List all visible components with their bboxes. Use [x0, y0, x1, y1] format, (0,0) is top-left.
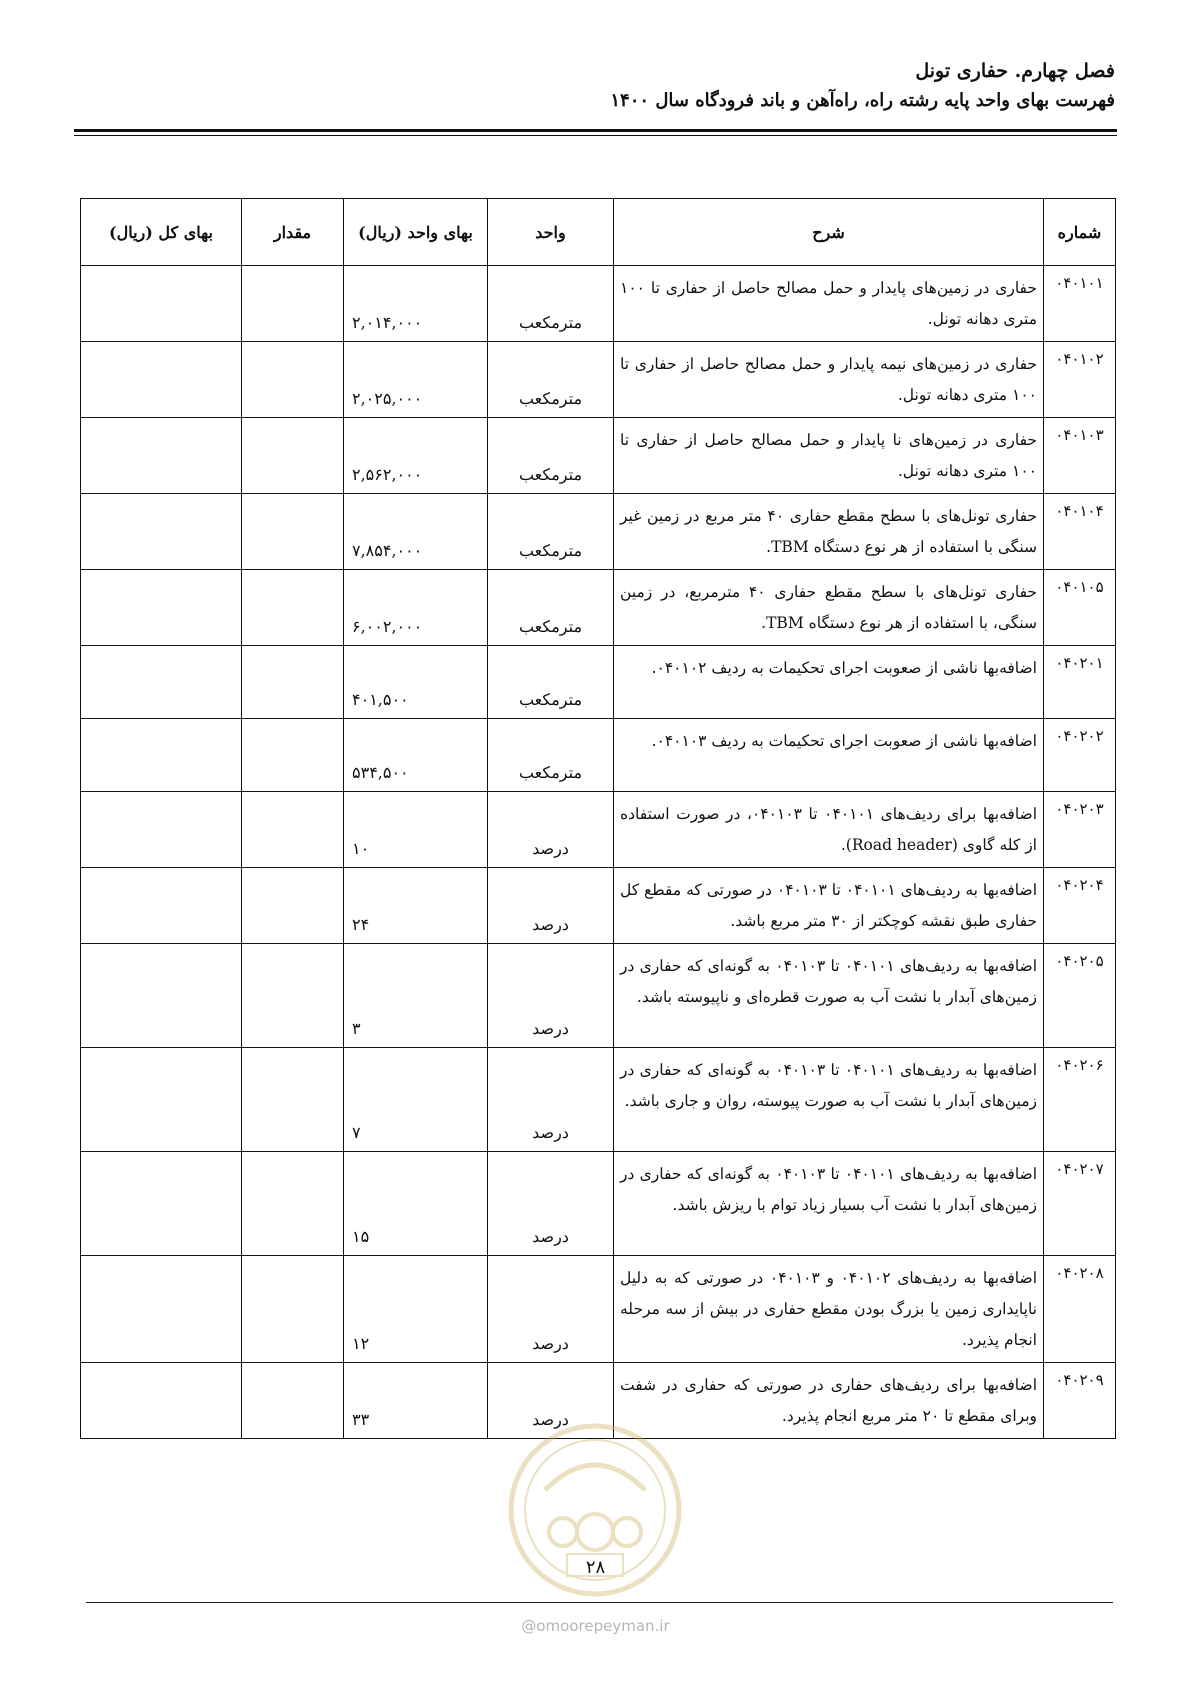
table-row — [81, 342, 1116, 418]
column-header-unit-price: بهای واحد (ریال) — [344, 199, 488, 266]
row-unit: مترمکعب — [488, 719, 614, 792]
row-description: اضافه‌بها به ردیف‌های ۰۴۰۱۰۲ و ۰۴۰۱۰۳ در صورتی که به دلیل ناپایداری زمین یا بزرگ بودن مقطع حفاری در بیش از سه مرحله انجام پذیرد. — [614, 1256, 1044, 1363]
row-unit: مترمکعب — [488, 494, 614, 570]
page-number: ۲۸ — [585, 1557, 606, 1578]
row-code: ۰۴۰۲۰۵ — [1044, 944, 1116, 1048]
chapter-title: فصل چهارم. حفاری تونل — [915, 60, 1115, 82]
row-quantity — [242, 1363, 344, 1439]
row-total — [81, 1363, 242, 1439]
row-description: اضافه‌بها ناشی از صعوبت اجرای تحکیمات به ردیف ۰۴۰۱۰۲. — [614, 646, 1044, 719]
row-code: ۰۴۰۲۰۶ — [1044, 1048, 1116, 1152]
table-row — [81, 570, 1116, 646]
column-header-unit: واحد — [488, 199, 614, 266]
row-unit: درصد — [488, 1152, 614, 1256]
row-quantity — [242, 646, 344, 719]
page-header — [76, 56, 1115, 116]
row-unit-price: ۲,۵۶۲,۰۰۰ — [344, 418, 488, 494]
table-row — [81, 418, 1116, 494]
row-unit-price: ۳۳ — [344, 1363, 488, 1439]
row-code: ۰۴۰۱۰۲ — [1044, 342, 1116, 418]
row-code: ۰۴۰۲۰۱ — [1044, 646, 1116, 719]
row-quantity — [242, 719, 344, 792]
table-row — [81, 792, 1116, 868]
row-unit-price: ۴۰۱,۵۰۰ — [344, 646, 488, 719]
row-quantity — [242, 1152, 344, 1256]
row-code: ۰۴۰۲۰۹ — [1044, 1363, 1116, 1439]
row-total — [81, 792, 242, 868]
row-total — [81, 418, 242, 494]
row-code: ۰۴۰۱۰۵ — [1044, 570, 1116, 646]
row-code: ۰۴۰۱۰۴ — [1044, 494, 1116, 570]
row-unit-price: ۱۲ — [344, 1256, 488, 1363]
table-row — [81, 868, 1116, 944]
row-unit: مترمکعب — [488, 342, 614, 418]
column-header-description: شرح — [614, 199, 1044, 266]
row-code: ۰۴۰۲۰۴ — [1044, 868, 1116, 944]
row-code: ۰۴۰۲۰۳ — [1044, 792, 1116, 868]
table-row — [81, 719, 1116, 792]
footer-rule — [86, 1602, 1113, 1603]
row-code: ۰۴۰۲۰۷ — [1044, 1152, 1116, 1256]
column-header-quantity: مقدار — [242, 199, 344, 266]
row-total — [81, 868, 242, 944]
row-unit-price: ۷,۸۵۴,۰۰۰ — [344, 494, 488, 570]
row-unit: درصد — [488, 1048, 614, 1152]
table-row — [81, 1256, 1116, 1363]
row-unit-price: ۲,۰۱۴,۰۰۰ — [344, 266, 488, 342]
table-row — [81, 1152, 1116, 1256]
row-total — [81, 1048, 242, 1152]
row-unit: درصد — [488, 1363, 614, 1439]
row-unit: مترمکعب — [488, 266, 614, 342]
table-row — [81, 266, 1116, 342]
row-description: اضافه‌بها برای ردیف‌های حفاری در صورتی که حفاری در شفت وبرای مقطع تا ۲۰ متر مربع انجام پذیرد. — [614, 1363, 1044, 1439]
site-watermark-text: @omoorepeyman.ir — [521, 1617, 670, 1635]
row-description: حفاری تونل‌های با سطح مقطع حفاری ۴۰ مترمربع، در زمین سنگی، با استفاده از هر نوع دستگاه TBM. — [614, 570, 1044, 646]
table-row — [81, 1048, 1116, 1152]
table-row — [81, 944, 1116, 1048]
row-code: ۰۴۰۲۰۸ — [1044, 1256, 1116, 1363]
row-description: حفاری تونل‌های با سطح مقطع حفاری ۴۰ متر مربع در زمین غیر سنگی با استفاده از هر نوع دستگاه TBM. — [614, 494, 1044, 570]
row-quantity — [242, 792, 344, 868]
row-description: حفاری در زمین‌های نا پایدار و حمل مصالح حاصل از حفاری تا ۱۰۰ متری دهانه تونل. — [614, 418, 1044, 494]
row-code: ۰۴۰۱۰۳ — [1044, 418, 1116, 494]
row-description: اضافه‌بها ناشی از صعوبت اجرای تحکیمات به ردیف ۰۴۰۱۰۳. — [614, 719, 1044, 792]
row-quantity — [242, 266, 344, 342]
row-quantity — [242, 1256, 344, 1363]
row-total — [81, 266, 242, 342]
row-description: اضافه‌بها به ردیف‌های ۰۴۰۱۰۱ تا ۰۴۰۱۰۳ به گونه‌ای که حفاری در زمین‌های آبدار با نشت آب به صورت پیوسته، روان و جاری باشد. — [614, 1048, 1044, 1152]
row-description: اضافه‌بها به ردیف‌های ۰۴۰۱۰۱ تا ۰۴۰۱۰۳ به گونه‌ای که حفاری در زمین‌های آبدار با نشت آب به صورت قطره‌ای و ناپیوسته باشد. — [614, 944, 1044, 1048]
header-rule-thin — [74, 135, 1117, 136]
row-unit-price: ۲۴ — [344, 868, 488, 944]
row-code: ۰۴۰۲۰۲ — [1044, 719, 1116, 792]
row-code: ۰۴۰۱۰۱ — [1044, 266, 1116, 342]
row-description: اضافه‌بها به ردیف‌های ۰۴۰۱۰۱ تا ۰۴۰۱۰۳ به گونه‌ای که حفاری در زمین‌های آبدار با نشت آب بسیار زیاد توام با ریزش باشد. — [614, 1152, 1044, 1256]
row-quantity — [242, 494, 344, 570]
row-total — [81, 494, 242, 570]
price-table — [80, 198, 1116, 1439]
row-unit: مترمکعب — [488, 570, 614, 646]
row-unit-price: ۶,۰۰۲,۰۰۰ — [344, 570, 488, 646]
row-unit-price: ۵۳۴,۵۰۰ — [344, 719, 488, 792]
row-quantity — [242, 944, 344, 1048]
row-unit: درصد — [488, 868, 614, 944]
document-subtitle: فهرست بهای واحد پایه رشته راه، راه‌آهن و باند فرودگاه سال ۱۴۰۰ — [610, 90, 1115, 111]
row-total — [81, 719, 242, 792]
row-unit-price: ۱۰ — [344, 792, 488, 868]
row-total — [81, 1152, 242, 1256]
row-unit-price: ۳ — [344, 944, 488, 1048]
row-unit: درصد — [488, 792, 614, 868]
row-unit-price: ۱۵ — [344, 1152, 488, 1256]
row-unit: مترمکعب — [488, 418, 614, 494]
row-unit-price: ۷ — [344, 1048, 488, 1152]
row-total — [81, 342, 242, 418]
row-quantity — [242, 570, 344, 646]
row-quantity — [242, 1048, 344, 1152]
row-description: اضافه‌بها به ردیف‌های ۰۴۰۱۰۱ تا ۰۴۰۱۰۳ در صورتی که مقطع کل حفاری طبق نقشه کوچکتر از ۳۰ متر مربع باشد. — [614, 868, 1044, 944]
row-unit: مترمکعب — [488, 646, 614, 719]
header-rule-thick — [74, 129, 1117, 132]
row-unit-price: ۲,۰۲۵,۰۰۰ — [344, 342, 488, 418]
table-row — [81, 646, 1116, 719]
column-header-total: بهای کل (ریال) — [81, 199, 242, 266]
row-description: اضافه‌بها برای ردیف‌های ۰۴۰۱۰۱ تا ۰۴۰۱۰۳، در صورت استفاده از کله گاوی (Road header). — [614, 792, 1044, 868]
row-quantity — [242, 342, 344, 418]
row-unit: درصد — [488, 944, 614, 1048]
column-header-code: شماره — [1044, 199, 1116, 266]
table-row — [81, 494, 1116, 570]
row-total — [81, 1256, 242, 1363]
row-total — [81, 646, 242, 719]
row-description: حفاری در زمین‌های پایدار و حمل مصالح حاصل از حفاری تا ۱۰۰ متری دهانه تونل. — [614, 266, 1044, 342]
table-header-row — [81, 199, 1116, 266]
row-total — [81, 944, 242, 1048]
row-description: حفاری در زمین‌های نیمه پایدار و حمل مصالح حاصل از حفاری تا ۱۰۰ متری دهانه تونل. — [614, 342, 1044, 418]
row-quantity — [242, 418, 344, 494]
row-total — [81, 570, 242, 646]
row-quantity — [242, 868, 344, 944]
row-unit: درصد — [488, 1256, 614, 1363]
